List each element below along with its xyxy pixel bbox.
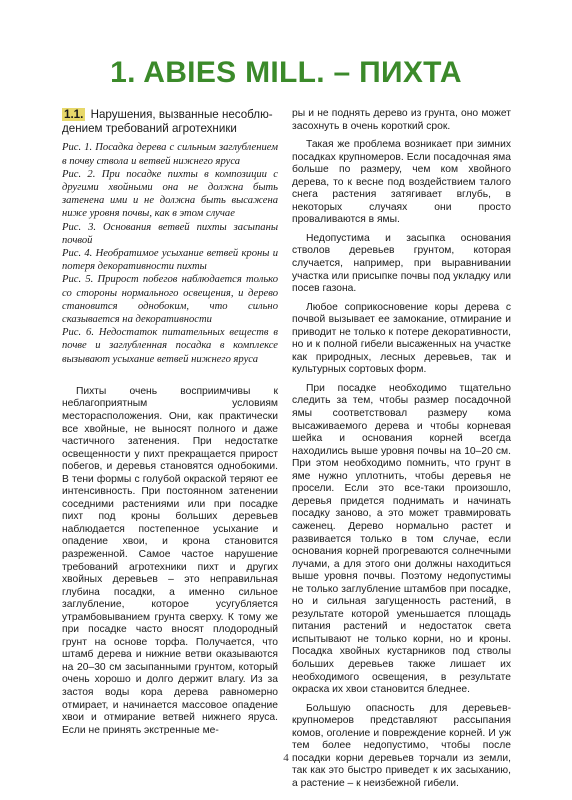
figure-caption-3: Рис. 3. Основания ветвей пихты засыпаны почвой [62,221,278,246]
page-number: 4 [283,752,289,764]
figure-caption-2: Рис. 2. При посадке пихты в композиции с другими хвойными она не должна быть затенена ими и не должна быть высажена ниже уровня почвы, как в этом случае [62,168,278,220]
body-paragraph-right-6: Большую опасность для деревьев-крупномеров представляют рассыпания комов, оголение и повреждение корней. И уж тем более недопустимо, чтобы после посадки корни деревьев торчали из земли, так как это быстро приведет к их засыханию, а растение – к неизбежной гибели. [292,702,511,789]
section-number: 1.1. [64,108,84,121]
body-paragraph-right-2: Такая же проблема возникает при зимних посадках крупномеров. Если посадочная яма больше по размеру, чем ком хвойного дерева, то к весне под воздействием талого снега растения затягивает вглубь, в некоторых случаях они просто проваливаются в ямы. [292,139,511,226]
left-column [62,108,278,737]
body-paragraph-right-5: При посадке необходимо тщательно следить за тем, чтобы размер посадочной ямы соответствовал размеру кома высаживаемого дерева и чтобы корневая шейка и основания корней всегда находились выше уровня почвы на 10–20 см. При этом необходимо помнить, что грунт в яме нужно уплотнить, чтобы деревья не просели. Если это все-таки произошло, деревья придется поднимать и начинать посадку заново, а это может травмировать саженец. Дерево нормально растет и развивается только в том случае, если основания корней прогреваются солнечными лучами, а для этого они должны находиться выше уровня почвы. Поэтому недопустимы не только заглубление штамбов при посадке, но и сильная загущенность растений, в результате которой уменьшается площадь питания растений и недостаток света испытывают не только корни, но и кроны. Посадка хвойных кустарников под стволы больших деревьев также лишает их необходимого освещения, в результате окраска их хвои становится бледнее. [292,382,511,696]
figure-caption-1: Рис. 1. Посадка дерева с сильным заглублением в почву ствола и ветвей нижнего яруса [62,142,278,167]
figure-caption-4: Рис. 4. Необратимое усыхание ветвей кроны и потеря декоративности пихты [62,248,278,273]
right-column [292,108,511,790]
section-heading [62,108,278,136]
body-paragraph-left-1: Пихты очень восприимчивы к неблагоприятным условиям месторасположения. Они, как практически все хвойные, не выносят полного и даже частичного затенения. При недостатке освещенности у пихт прекращается прирост побегов, и деревья становятся однобокими. В тени формы с голубой окраской теряют ее интенсивность. При постоянном затенении соседними растениями или при посадке пихт под кроны больших деревьев наблюдается постепенное усыхание и опадение хвои, и крона становится разреженной. Самое частое нарушение требований агротехники пихт и других хвойных деревьев – это неправильная глубина посадки, а именно сильное заглубление, которое усугубляется утрамбовыванием грунта сверху. К тому же при посадке часто вносят плодородный грунт на основе торфа. Получается, что штамб дерева и нижние ветви оказываются на 20–30 см засыпанными грунтом, который очень хорошо и долго держит влагу. Из за застоя воды кора дерева равномерно отмирает, и начинается массовое опадение хвои и отмирание ветвей нижнего яруса. Если не принять экстренные ме- [62,385,278,736]
section-title: Нарушения, вызванные несоблю-дением требований агротехники [62,108,273,136]
body-paragraph-right-4: Любое соприкосновение коры дерева с почвой вызывает ее замокание, отмирание и приводит не только к потере декоративности, но и к полной гибели высаженных на участке как природных, лесных деревьев, так и культурных сортовых форм. [292,301,511,376]
figure-caption-6: Рис. 6. Недостаток питательных веществ в почве и заглубленная посадка в комплексе вызывают усыхание ветвей нижнего яруса [62,327,278,365]
figure-caption-5: Рис. 5. Прирост побегов наблюдается только со стороны нормального освещения, и дерево становится однобоким, что сильно сказывается на декоративности [62,274,278,326]
body-paragraph-right-1: ры и не поднять дерево из грунта, оно может засохнуть в очень короткий срок. [292,108,511,132]
body-paragraph-right-3: Недопустима и засыпка основания стволов деревьев грунтом, которая случается, например, при выравнивании участка или присыпке почвы под укладку или посев газона. [292,232,511,295]
page-title: 1. ABIES MILL. – ПИХТА [110,56,462,89]
